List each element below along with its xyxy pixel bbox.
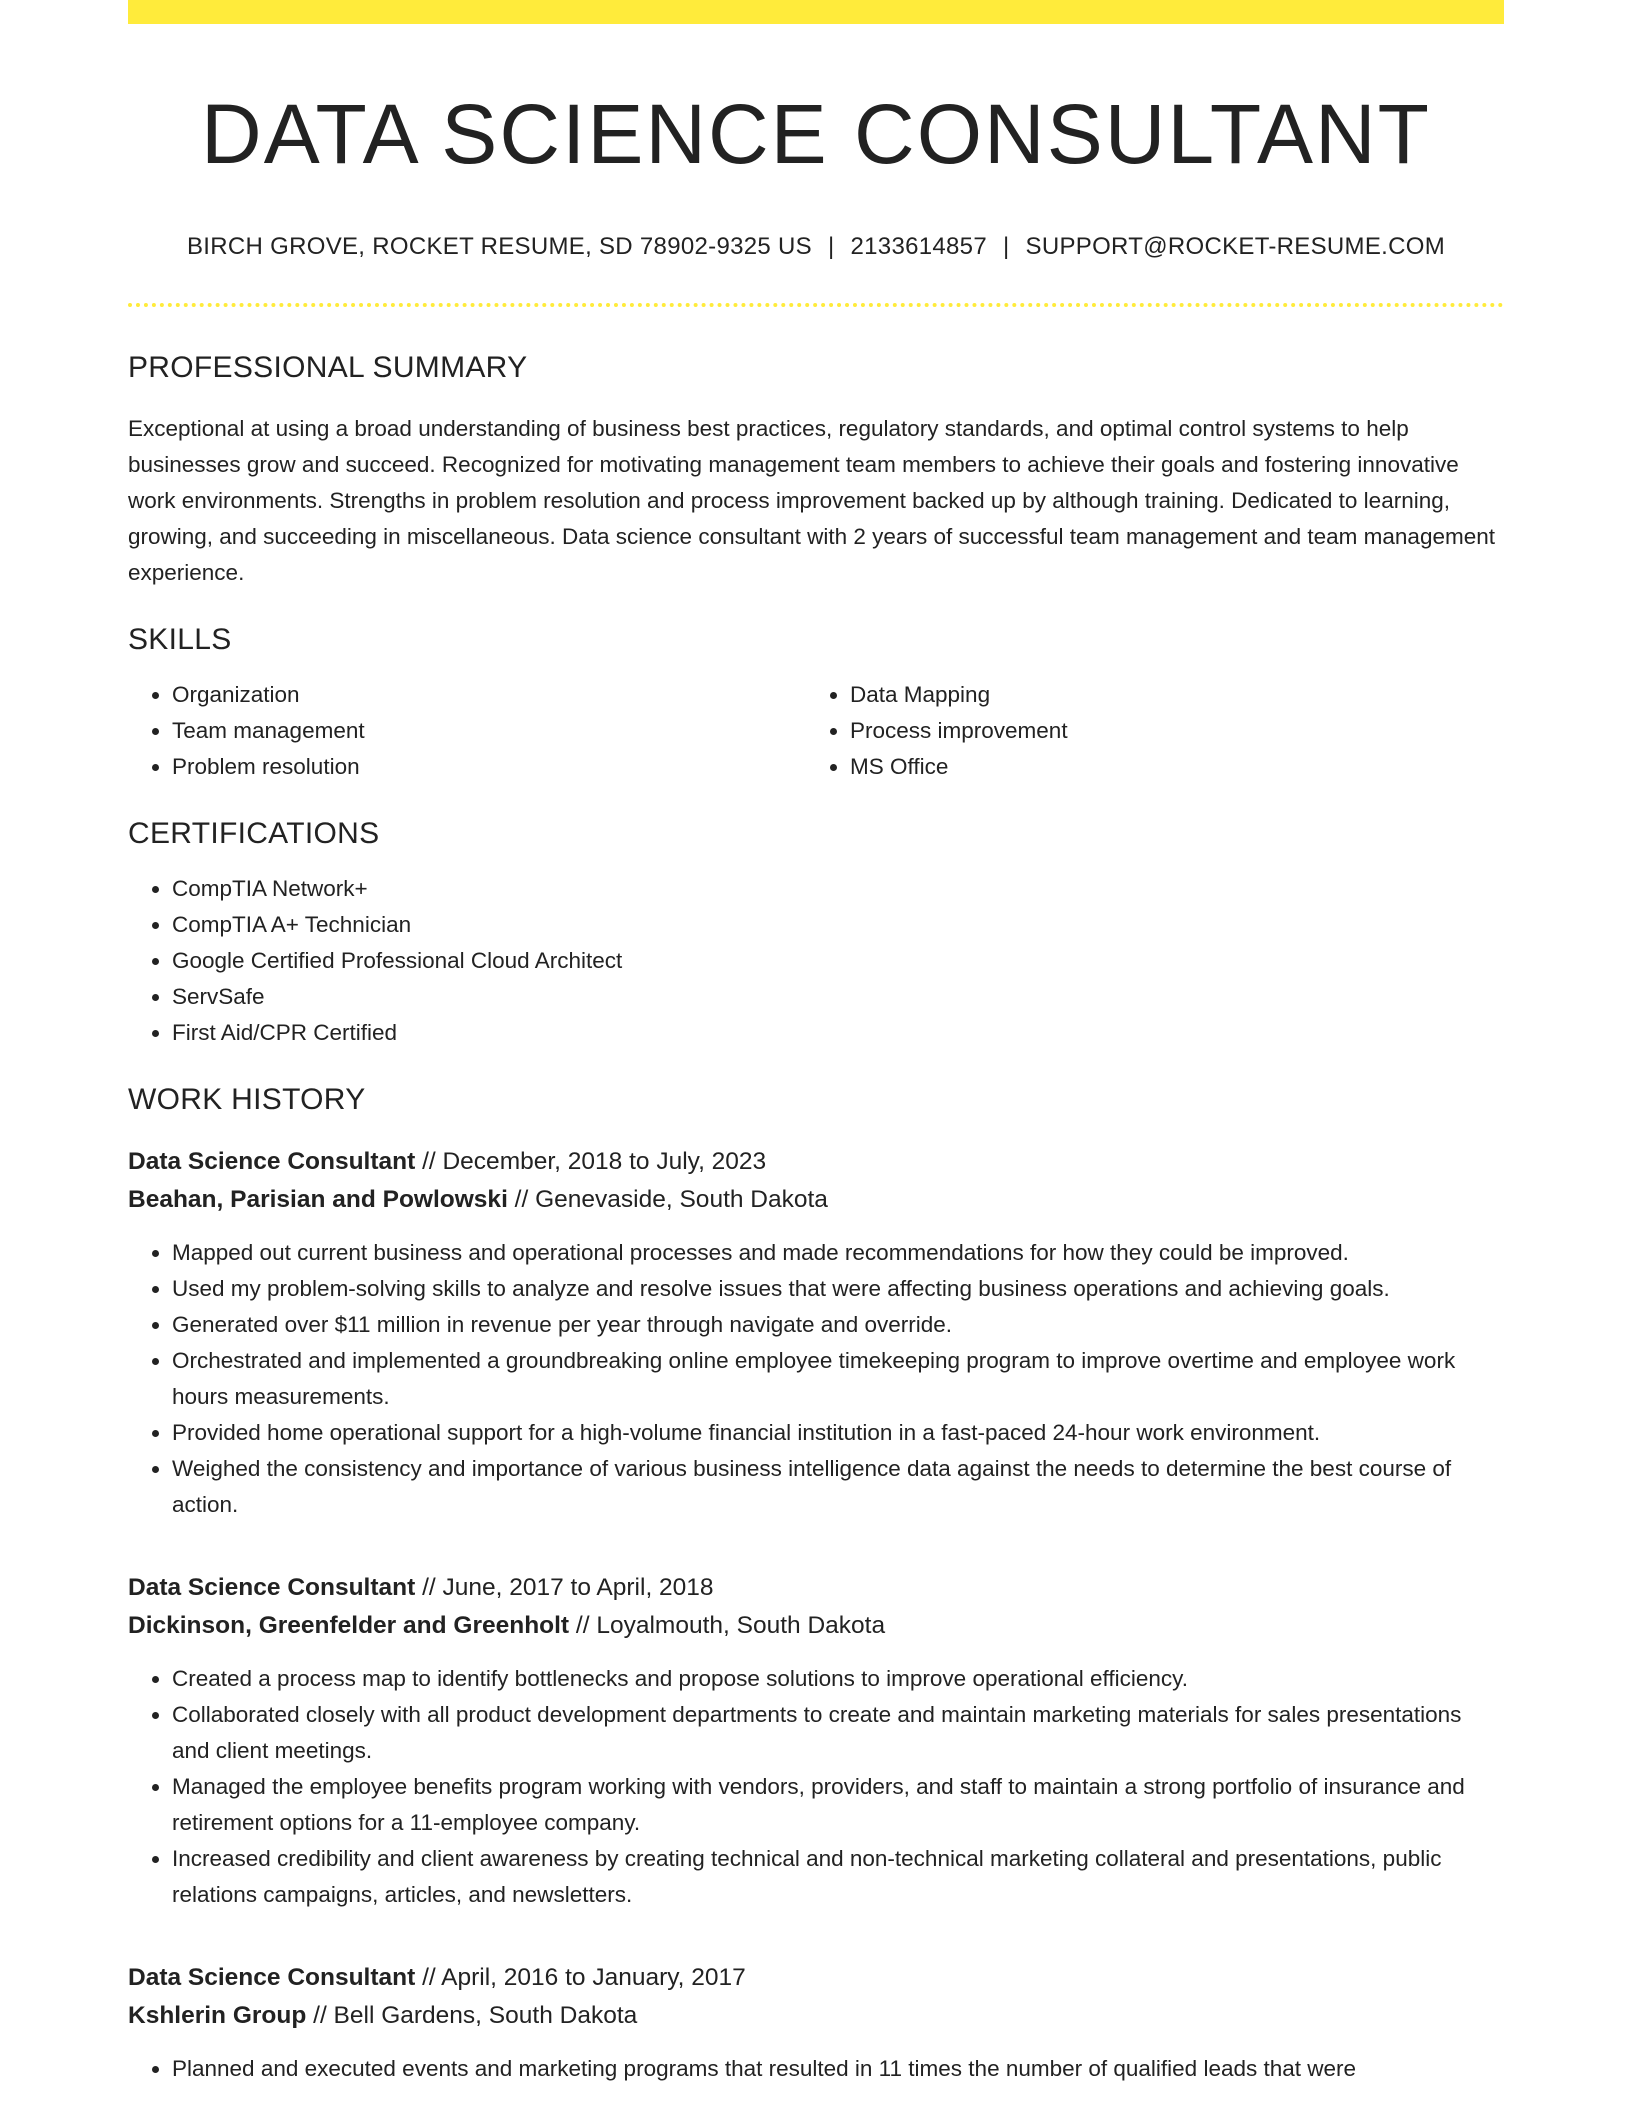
- job-dates: // June, 2017 to April, 2018: [415, 1573, 714, 1601]
- skill-item: • Data Mapping: [850, 677, 1484, 713]
- job-company-line: [128, 1181, 1504, 1219]
- job-company: Kshlerin Group: [128, 2001, 307, 2029]
- job-role: Data Science Consultant: [128, 1147, 416, 1175]
- skill-item: • Organization: [172, 677, 806, 713]
- summary-heading: PROFESSIONAL SUMMARY: [128, 350, 528, 384]
- certifications-list: [128, 871, 1504, 1051]
- duty-item: • Managed the employee benefits program working with vendors, providers, and staff to maintain a strong portfolio of insurance and retirement options for a 11-employee company.: [172, 1769, 1504, 1841]
- skills-column-left: [128, 677, 806, 785]
- job-company: Dickinson, Greenfelder and Greenholt: [128, 1611, 570, 1639]
- duty-item: • Planned and executed events and marketing programs that resulted in 11 times the number of qualified leads that were: [172, 2051, 1504, 2087]
- contact-separator: |: [1002, 232, 1010, 260]
- certification-item: • First Aid/CPR Certified: [172, 1015, 1504, 1051]
- duty-item: • Weighed the consistency and importance of various business intelligence data against the needs to determine the best course of action.: [172, 1451, 1504, 1523]
- job-role: Data Science Consultant: [128, 1573, 416, 1601]
- job-role: Data Science Consultant: [128, 1963, 416, 1991]
- job-location: // Genevaside, South Dakota: [507, 1185, 828, 1213]
- resume-page: [128, 0, 1504, 2087]
- certification-item: • CompTIA Network+: [172, 871, 1504, 907]
- job-location: // Loyalmouth, South Dakota: [569, 1611, 886, 1639]
- duty-item: • Used my problem-solving skills to analyze and resolve issues that were affecting business operations and achieving goals.: [172, 1271, 1504, 1307]
- job-duties: [128, 2051, 1504, 2087]
- duty-item: • Mapped out current business and operational processes and made recommendations for how they could be improved.: [172, 1235, 1504, 1271]
- dotted-divider: [128, 303, 1504, 307]
- skills-list: [128, 677, 1504, 785]
- job-company: Beahan, Parisian and Powlowski: [128, 1185, 508, 1213]
- certifications-heading: CERTIFICATIONS: [128, 816, 380, 850]
- job-role-line: [128, 1959, 1504, 1997]
- job-role-line: [128, 1143, 1504, 1181]
- job-entry: [128, 1569, 1504, 1913]
- job-dates: // December, 2018 to July, 2023: [415, 1147, 767, 1175]
- accent-top-bar: [128, 0, 1504, 24]
- job-role-line: [128, 1569, 1504, 1607]
- job-entry: [128, 1143, 1504, 1523]
- skill-item: • Problem resolution: [172, 749, 806, 785]
- contact-address: BIRCH GROVE, ROCKET RESUME, SD 78902-9325 US: [186, 232, 812, 260]
- duty-item: • Increased credibility and client awareness by creating technical and non-technical marketing collateral and presentations, public relations campaigns, articles, and newsletters.: [172, 1841, 1504, 1913]
- duty-item: • Orchestrated and implemented a groundbreaking online employee timekeeping program to improve overtime and employee work hours measurements.: [172, 1343, 1504, 1415]
- skills-heading: SKILLS: [128, 622, 232, 656]
- skill-item: • Team management: [172, 713, 806, 749]
- duty-item: • Collaborated closely with all product development departments to create and maintain marketing materials for sales presentations and client meetings.: [172, 1697, 1504, 1769]
- certification-item: • CompTIA A+ Technician: [172, 907, 1504, 943]
- certification-item: • ServSafe: [172, 979, 1504, 1015]
- contact-separator: |: [827, 232, 835, 260]
- job-location: // Bell Gardens, South Dakota: [306, 2001, 638, 2029]
- job-dates: // April, 2016 to January, 2017: [415, 1963, 746, 1991]
- work-history-heading: WORK HISTORY: [128, 1082, 366, 1116]
- skill-item: • Process improvement: [850, 713, 1484, 749]
- job-duties: [128, 1661, 1504, 1913]
- job-entry: [128, 1959, 1504, 2087]
- job-duties: [128, 1235, 1504, 1523]
- duty-item: • Generated over $11 million in revenue per year through navigate and override.: [172, 1307, 1504, 1343]
- duty-item: • Provided home operational support for a high-volume financial institution in a fast-paced 24-hour work environment.: [172, 1415, 1504, 1451]
- duty-item: • Created a process map to identify bottlenecks and propose solutions to improve operational efficiency.: [172, 1661, 1504, 1697]
- contact-phone: 2133614857: [850, 232, 987, 260]
- contact-email: SUPPORT@ROCKET-RESUME.COM: [1025, 232, 1445, 260]
- skills-column-right: [806, 677, 1484, 785]
- job-company-line: [128, 1997, 1504, 2035]
- resume-title: DATA SCIENCE CONSULTANT: [201, 87, 1431, 181]
- summary-text: Exceptional at using a broad understanding of business best practices, regulatory standards, and optimal control systems to help businesses grow and succeed. Recognized for motivating management team members to achieve their goals and fostering innovative work environments. Strengths in problem resolution and process improvement backed up by although training. Dedicated to learning, growing, and succeeding in miscellaneous. Data science consultant with 2 years of successful team management and team management experience.: [128, 415, 1495, 585]
- skill-item: • MS Office: [850, 749, 1484, 785]
- contact-line: [128, 233, 1504, 261]
- certification-item: • Google Certified Professional Cloud Architect: [172, 943, 1504, 979]
- job-company-line: [128, 1607, 1504, 1645]
